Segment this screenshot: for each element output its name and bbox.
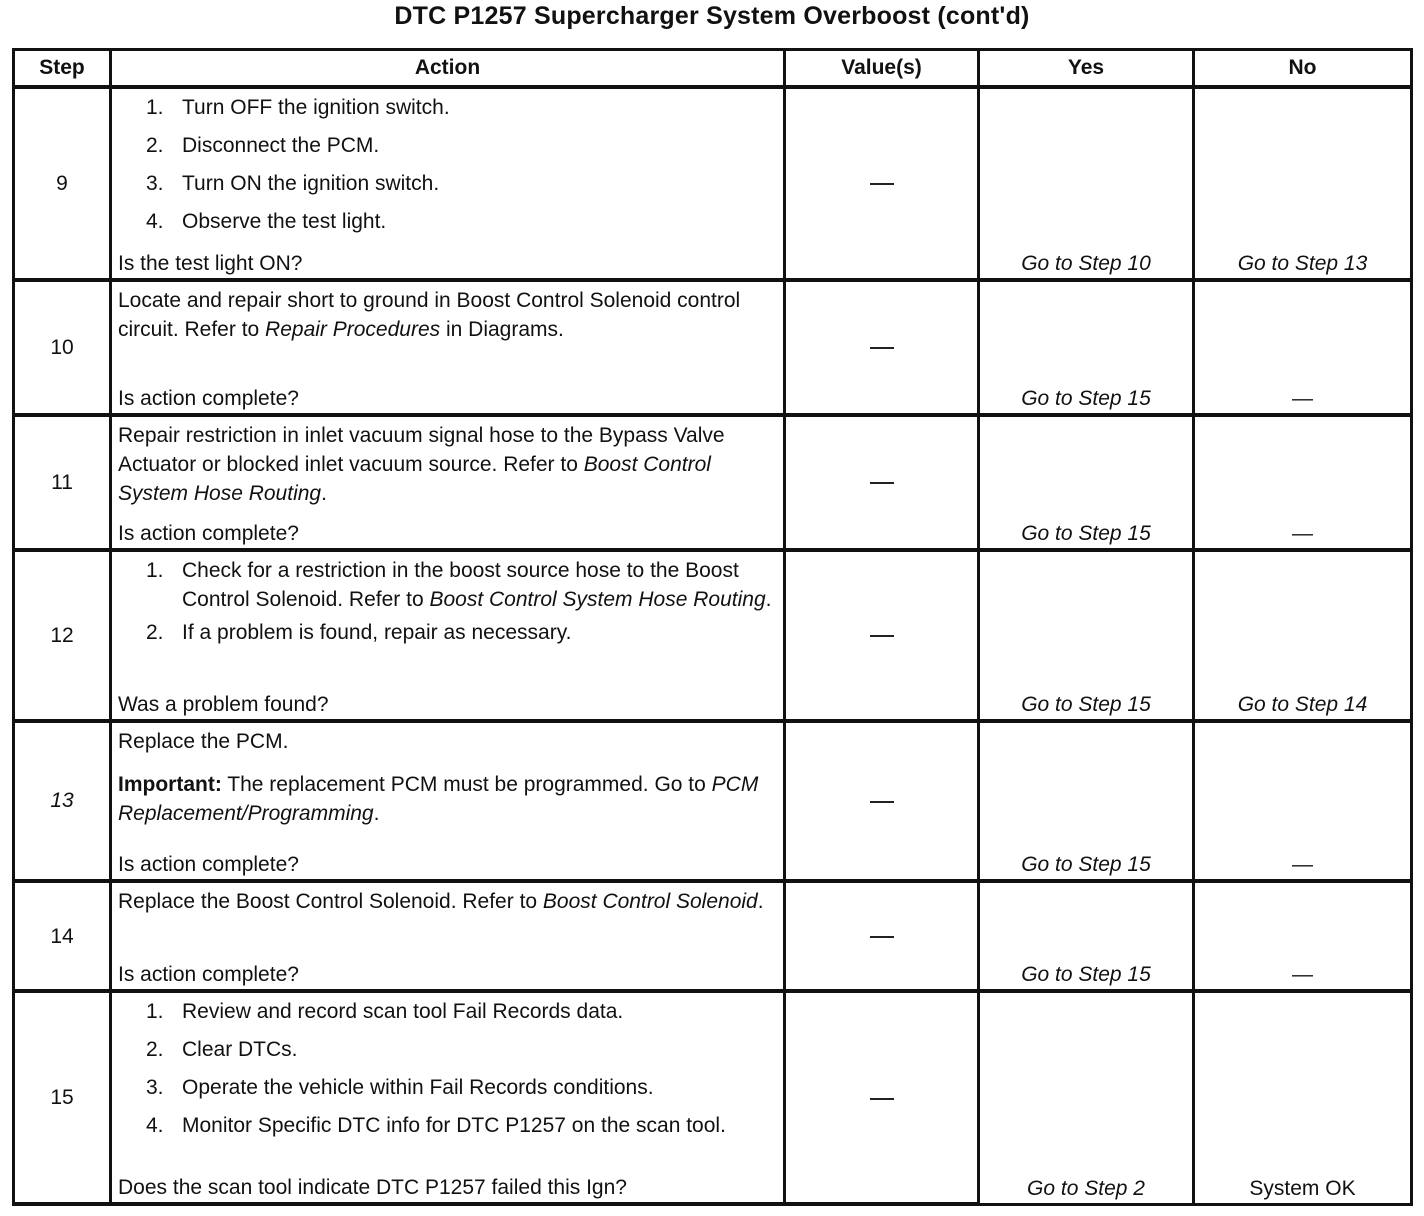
list-item: 4. Observe the test light. [146, 210, 387, 233]
header-no: No [1194, 50, 1412, 88]
reference-link-text: Boost Control System Hose Routing [429, 588, 766, 612]
table-row-step-9 [14, 87, 1412, 247]
yes-cell: Go to Step 15 [979, 721, 1194, 881]
action-cell: Replace the Boost Control Solenoid. Refer to Boost Control Solenoid. [111, 881, 785, 959]
step-number: 11 [14, 415, 111, 550]
step-number: 12 [14, 550, 111, 720]
list-item: 3. Operate the vehicle within Fail Records conditions. [146, 1076, 654, 1100]
list-item: 1. Check for a restriction in the boost source hose to the Boost Control Solenoid. Refer to Boost Control System Hose Routing. [146, 559, 772, 612]
value-cell [785, 415, 979, 550]
yes-cell: Go to Step 15 [979, 881, 1194, 991]
step-number: 13 [14, 721, 111, 881]
action-cell [111, 991, 785, 1171]
action-cell: Locate and repair short to ground in Boost Control Solenoid control circuit. Refer to Repair Procedures in Diagrams. [111, 280, 785, 383]
reference-link-text: Boost Control System Hose Routing [118, 452, 711, 505]
action-cell [111, 550, 785, 688]
no-cell: — [1194, 721, 1412, 881]
list-item: 1. Review and record scan tool Fail Records data. [146, 1000, 624, 1024]
diagnostic-table [12, 48, 1413, 1206]
action-line: Replace the PCM. [118, 729, 289, 753]
dash-mark [870, 347, 894, 349]
table-row-step-12 [14, 550, 1412, 688]
no-cell: Go to Step 14 [1194, 550, 1412, 720]
question-text: Is action complete? [111, 959, 785, 991]
dash-mark [870, 635, 894, 637]
dash-mark [870, 183, 894, 185]
action-cell: Repair restriction in inlet vacuum signal hose to the Bypass Valve Actuator or blocked inlet vacuum source. Refer to Boost Control System Hose Routing. [111, 415, 785, 518]
page-title: DTC P1257 Supercharger System Overboost (cont'd) [394, 2, 1030, 30]
no-cell: — [1194, 280, 1412, 415]
yes-cell: Go to Step 15 [979, 415, 1194, 550]
step-number: 15 [14, 991, 111, 1204]
table-row-step-13 [14, 721, 1412, 849]
dash-mark [870, 482, 894, 484]
value-cell [785, 87, 979, 280]
question-text: Does the scan tool indicate DTC P1257 failed this Ign? [111, 1172, 785, 1204]
value-cell [785, 881, 979, 991]
table-row-step-14 [14, 881, 1412, 959]
list-item: 4. Monitor Specific DTC info for DTC P1257 on the scan tool. [146, 1114, 726, 1138]
value-cell [785, 280, 979, 415]
yes-cell: Go to Step 15 [979, 550, 1194, 720]
header-values: Value(s) [785, 50, 979, 88]
question-text: Is action complete? [111, 518, 785, 550]
dash-mark [870, 936, 894, 938]
important-note: Important: The replacement PCM must be programmed. Go to PCM Replacement/Programming. [118, 772, 759, 825]
header-yes: Yes [979, 50, 1194, 88]
header-step: Step [14, 50, 111, 88]
table-row-step-11 [14, 415, 1412, 518]
list-item: 2. Clear DTCs. [146, 1038, 298, 1062]
dash-mark [870, 801, 894, 803]
reference-link-text: Repair Procedures [265, 317, 441, 341]
no-cell: — [1194, 415, 1412, 550]
value-cell [785, 991, 979, 1204]
reference-link-text: PCM Replacement/Programming [118, 772, 759, 825]
no-cell: — [1194, 881, 1412, 991]
yes-cell: Go to Step 15 [979, 280, 1194, 415]
question-text: Is action complete? [111, 383, 785, 415]
step-number: 10 [14, 280, 111, 415]
list-item: 2. If a problem is found, repair as necessary. [146, 621, 572, 645]
list-item: 2. Disconnect the PCM. [146, 134, 380, 157]
no-cell: System OK [1194, 991, 1412, 1204]
list-item: 1. Turn OFF the ignition switch. [146, 96, 450, 119]
step-number: 14 [14, 881, 111, 991]
question-text: Is action complete? [111, 849, 785, 881]
value-cell [785, 550, 979, 720]
reference-link-text: Boost Control Solenoid [542, 890, 758, 914]
yes-cell: Go to Step 10 [979, 87, 1194, 280]
yes-cell: Go to Step 2 [979, 991, 1194, 1204]
no-cell: Go to Step 13 [1194, 87, 1412, 280]
header-action: Action [111, 50, 785, 88]
header-row [14, 50, 1412, 88]
step-number: 9 [14, 87, 111, 280]
question-text: Is the test light ON? [111, 247, 785, 279]
action-cell [111, 87, 785, 247]
table-row-step-10 [14, 280, 1412, 383]
action-cell [111, 721, 785, 849]
table-row-step-15 [14, 991, 1412, 1171]
dash-mark [870, 1098, 894, 1100]
value-cell [785, 721, 979, 881]
question-text: Was a problem found? [111, 689, 785, 721]
list-item: 3. Turn ON the ignition switch. [146, 172, 440, 195]
